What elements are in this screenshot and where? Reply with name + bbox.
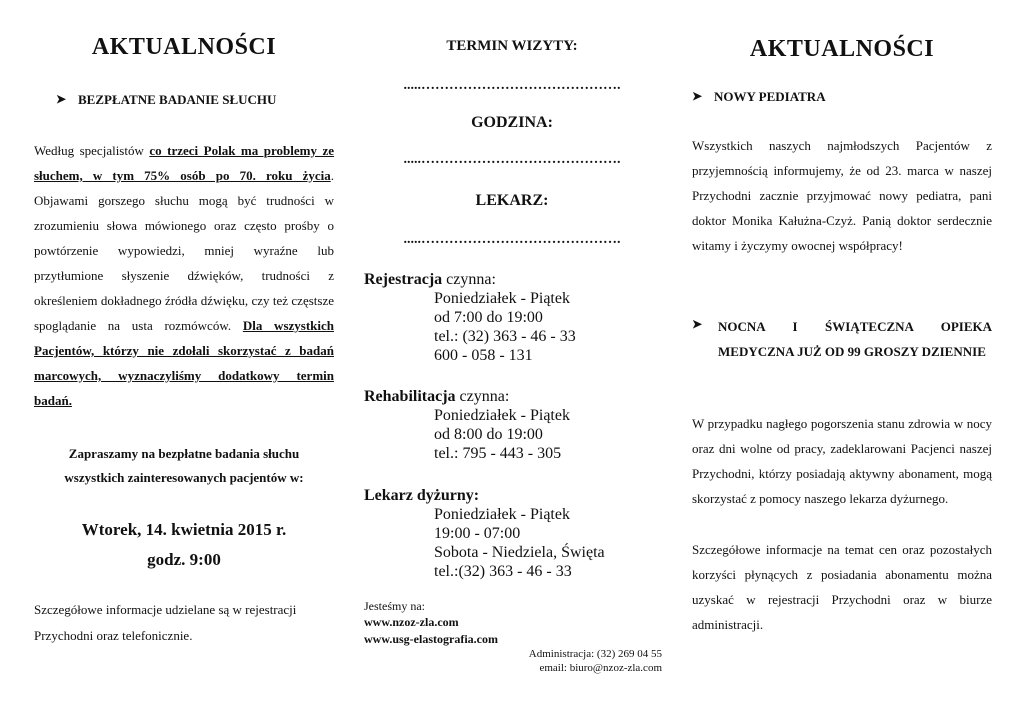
admin-email: email: biuro@nzoz-zla.com	[539, 662, 662, 674]
info-line-1: Szczegółowe informacje udzielane są w rejestracji	[34, 602, 297, 617]
registration-phone: tel.: (32) 363 - 46 - 33	[434, 328, 576, 345]
registration-days: Poniedziałek - Piątek	[434, 290, 570, 307]
website-link-2[interactable]: www.usg-elastografia.com	[364, 632, 498, 646]
rehabilitation-days: Poniedziałek - Piątek	[434, 407, 570, 424]
duty-doctor-label: Lekarz dyżurny:	[364, 487, 480, 504]
hearing-section-title: BEZPŁATNE BADANIE SŁUCHU	[78, 92, 277, 107]
arrow-bullet-icon: ➤	[56, 92, 67, 106]
left-section-title	[56, 92, 334, 108]
visit-date-blank: .....…………………………………….	[403, 78, 621, 93]
arrow-bullet-icon: ➤	[692, 317, 703, 331]
arrow-bullet-icon: ➤	[692, 89, 703, 103]
duty-doctor-hours: 19:00 - 07:00	[434, 525, 521, 542]
pediatrician-section-head	[692, 89, 992, 105]
registration-hours: od 7:00 do 19:00	[434, 309, 543, 326]
rehabilitation-hours: od 8:00 do 19:00	[434, 426, 543, 443]
night-care-section-head	[692, 314, 992, 364]
pediatrician-paragraph: Wszystkich naszych najmłodszych Pacjentów z przyjemnością informujemy, że od 23. marca w naszej Przychodni zacznie przyjmować nowy pediatra, pani doktor Monika Kałużna-Czyż. Panią doktor serdecznie witamy i życzymy owocnej współpracy!	[692, 138, 992, 253]
night-care-paragraph: W przypadku nagłego pogorszenia stanu zdrowia w nocy oraz dni wolne od pracy, zadeklarowani Pacjenci naszej Przychodni, którzy posiadają aktywny abonament, mogą skorzystać z pomocy naszego lekarza dyżurnego.	[692, 416, 992, 506]
pediatrician-section-title: NOWY PEDIATRA	[714, 89, 826, 104]
hour-blank: .....…………………………………….	[403, 152, 621, 167]
rehabilitation-label: Rehabilitacja	[364, 388, 456, 405]
hour-label: GODZINA:	[471, 114, 553, 131]
rehabilitation-block	[364, 387, 662, 463]
exam-date: Wtorek, 14. kwietnia 2015 r.	[81, 520, 287, 539]
hearing-extra-date-text: Dla wszystkich Pacjentów, którzy nie zdołali skorzystać z badań marcowych, wyznaczyliśmy dodatkowy termin badań.	[34, 318, 335, 408]
rehabilitation-phone: tel.: 795 - 443 - 305	[434, 445, 562, 462]
website-link-1[interactable]: www.nzoz-zla.com	[364, 615, 459, 629]
duty-doctor-days: Poniedziałek - Piątek	[434, 506, 570, 523]
left-title: AKTUALNOŚCI	[91, 34, 277, 60]
registration-block	[364, 270, 662, 365]
exam-time: godz. 9:00	[147, 550, 221, 569]
info-line-2: Przychodni oraz telefonicznie.	[34, 628, 193, 643]
details-paragraph: Szczegółowe informacje na temat cen oraz pozostałych korzyści płynących z posiadania abonamentu można uzyskać w rejestracji Przychodni oraz w biurze administracji.	[692, 542, 992, 632]
hearing-text-2: . Objawami gorszego słuchu mogą być trudności w zrozumieniu słowa mówionego oraz często prośby o powtórzenie wypowiedzi, mniej wyraźne lub przytłumione słyszenie dźwięków, trudności z określeniem dokładnego źródła dźwięku, czy też częstsze spoglądanie na usta rozmówców.	[34, 168, 334, 333]
night-care-section-title: NOCNA I ŚWIĄTECZNA OPIEKA MEDYCZNA JUŻ OD 99 GROSZY DZIENNIE	[718, 319, 992, 359]
hearing-paragraph	[34, 138, 334, 413]
registration-phone-2: 600 - 058 - 131	[434, 347, 533, 364]
right-title: AKTUALNOŚCI	[749, 36, 935, 62]
duty-doctor-phone: tel.:(32) 363 - 46 - 33	[434, 563, 572, 580]
doctor-label: LEKARZ:	[475, 192, 549, 209]
duty-doctor-weekend: Sobota - Niedziela, Święta	[434, 544, 605, 561]
invite-line-2: wszystkich zainteresowanych pacjentów w:	[64, 470, 304, 485]
visit-date-label: TERMIN WIZYTY:	[446, 38, 578, 54]
admin-phone: Administracja: (32) 269 04 55	[528, 648, 662, 660]
rehabilitation-suffix: czynna:	[455, 388, 510, 405]
hearing-text-1: Według specjalistów	[34, 143, 150, 158]
registration-label: Rejestracja	[364, 271, 443, 288]
web-intro: Jesteśmy na:	[364, 599, 425, 613]
registration-suffix: czynna:	[442, 271, 496, 288]
doctor-blank: .....…………………………………….	[403, 232, 621, 247]
invite-line-1: Zapraszamy na bezpłatne badania słuchu	[68, 446, 300, 461]
duty-doctor-block	[364, 486, 662, 581]
hearing-stat-text: co trzeci Polak ma problemy ze słuchem, w tym 75% osób po 70. roku życia	[34, 143, 335, 183]
